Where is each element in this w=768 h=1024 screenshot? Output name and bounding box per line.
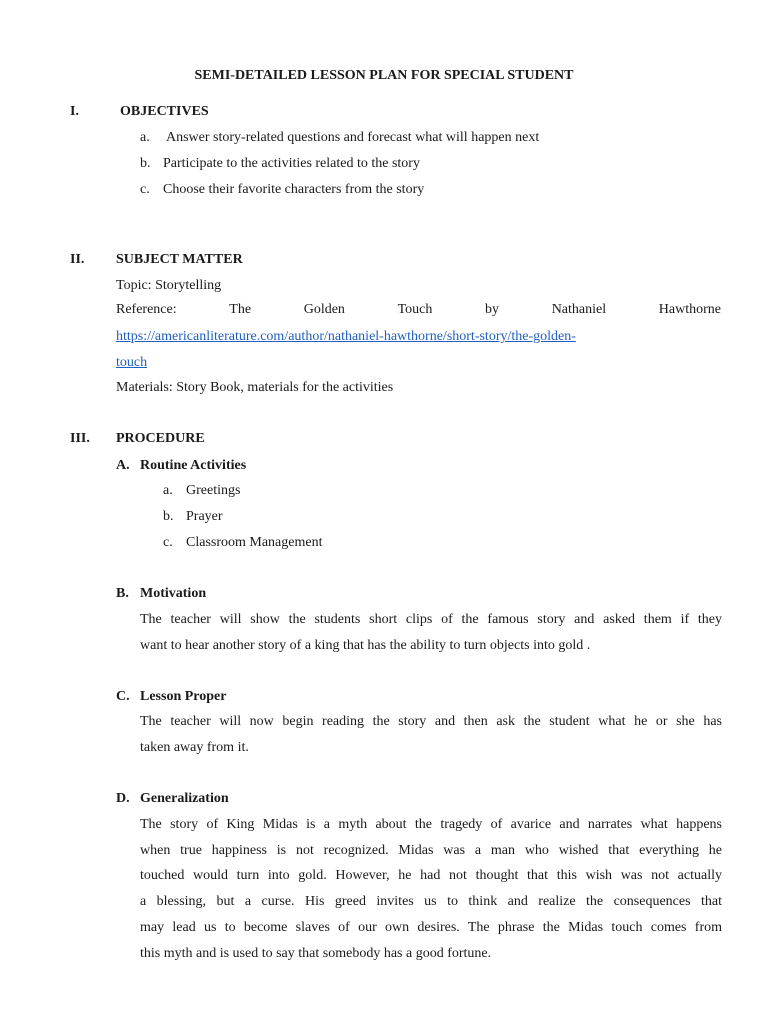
reference-word: The bbox=[229, 302, 252, 317]
routine-item: Greetings bbox=[186, 483, 241, 498]
reference-link-continuation[interactable]: touch bbox=[116, 355, 148, 370]
objective-letter: a. bbox=[140, 130, 150, 145]
lesson-proper-text-line: taken away from it. bbox=[140, 740, 249, 755]
reference-word: Touch bbox=[397, 302, 433, 317]
objective-item: Participate to the activities related to the story bbox=[163, 156, 420, 171]
procedure-letter-motivation: B. bbox=[116, 586, 129, 601]
generalization-text-line: may lead us to become slaves of our own desires. The phrase the Midas touch comes from bbox=[140, 920, 722, 935]
routine-letter: c. bbox=[163, 535, 173, 550]
topic-line: Topic: Storytelling bbox=[116, 278, 222, 293]
procedure-heading-routine: Routine Activities bbox=[140, 458, 247, 473]
section-numeral-subject-matter: II. bbox=[70, 252, 85, 267]
routine-item: Prayer bbox=[186, 509, 223, 524]
routine-item: Classroom Management bbox=[186, 535, 323, 550]
reference-word: Hawthorne bbox=[658, 302, 721, 317]
reference-line bbox=[116, 301, 721, 319]
procedure-heading-motivation: Motivation bbox=[140, 586, 207, 601]
objective-letter: c. bbox=[140, 182, 150, 197]
materials-line: Materials: Story Book, materials for the activities bbox=[116, 380, 394, 395]
motivation-text-line: want to hear another story of a king that has the ability to turn objects into gold . bbox=[140, 638, 591, 653]
reference-word: by bbox=[485, 302, 500, 317]
procedure-heading-lesson-proper: Lesson Proper bbox=[140, 689, 227, 704]
procedure-heading-generalization: Generalization bbox=[140, 791, 229, 806]
generalization-text-line: touched would turn into gold. However, he had not thought that this wish was not actually bbox=[140, 868, 722, 883]
motivation-text-line: The teacher will show the students short clips of the famous story and asked them if they bbox=[140, 612, 722, 627]
generalization-text-line: this myth and is used to say that somebody has a good fortune. bbox=[140, 946, 492, 961]
generalization-text-line: when true happiness is not recognized. Midas was a man who wished that everything he bbox=[140, 843, 722, 858]
objective-item: Choose their favorite characters from the story bbox=[163, 182, 425, 197]
routine-letter: a. bbox=[163, 483, 173, 498]
procedure-letter-generalization: D. bbox=[116, 791, 130, 806]
reference-link[interactable]: https://americanliterature.com/author/nathaniel-hawthorne/short-story/the-golden- bbox=[116, 329, 576, 344]
section-numeral-procedure: III. bbox=[70, 431, 90, 446]
objective-item: Answer story-related questions and forecast what will happen next bbox=[166, 130, 540, 145]
procedure-letter-lesson-proper: C. bbox=[116, 689, 130, 704]
document-title: SEMI-DETAILED LESSON PLAN FOR SPECIAL STUDENT bbox=[194, 68, 574, 83]
reference-word: Golden bbox=[303, 302, 345, 317]
generalization-text-line: The story of King Midas is a myth about the tragedy of avarice and narrates what happens bbox=[140, 817, 722, 832]
section-numeral-objectives: I. bbox=[70, 104, 79, 119]
routine-letter: b. bbox=[163, 509, 174, 524]
objective-letter: b. bbox=[140, 156, 151, 171]
reference-word: Nathaniel bbox=[551, 302, 607, 317]
procedure-letter-routine: A. bbox=[116, 458, 130, 473]
section-heading-subject-matter: SUBJECT MATTER bbox=[116, 252, 243, 267]
section-heading-objectives: OBJECTIVES bbox=[120, 104, 209, 119]
lesson-proper-text-line: The teacher will now begin reading the story and then ask the student what he or she has bbox=[140, 714, 722, 729]
generalization-text-line: a blessing, but a curse. His greed invites us to think and realize the consequences that bbox=[140, 894, 722, 909]
section-heading-procedure: PROCEDURE bbox=[116, 431, 205, 446]
reference-word: Reference: bbox=[116, 302, 177, 317]
